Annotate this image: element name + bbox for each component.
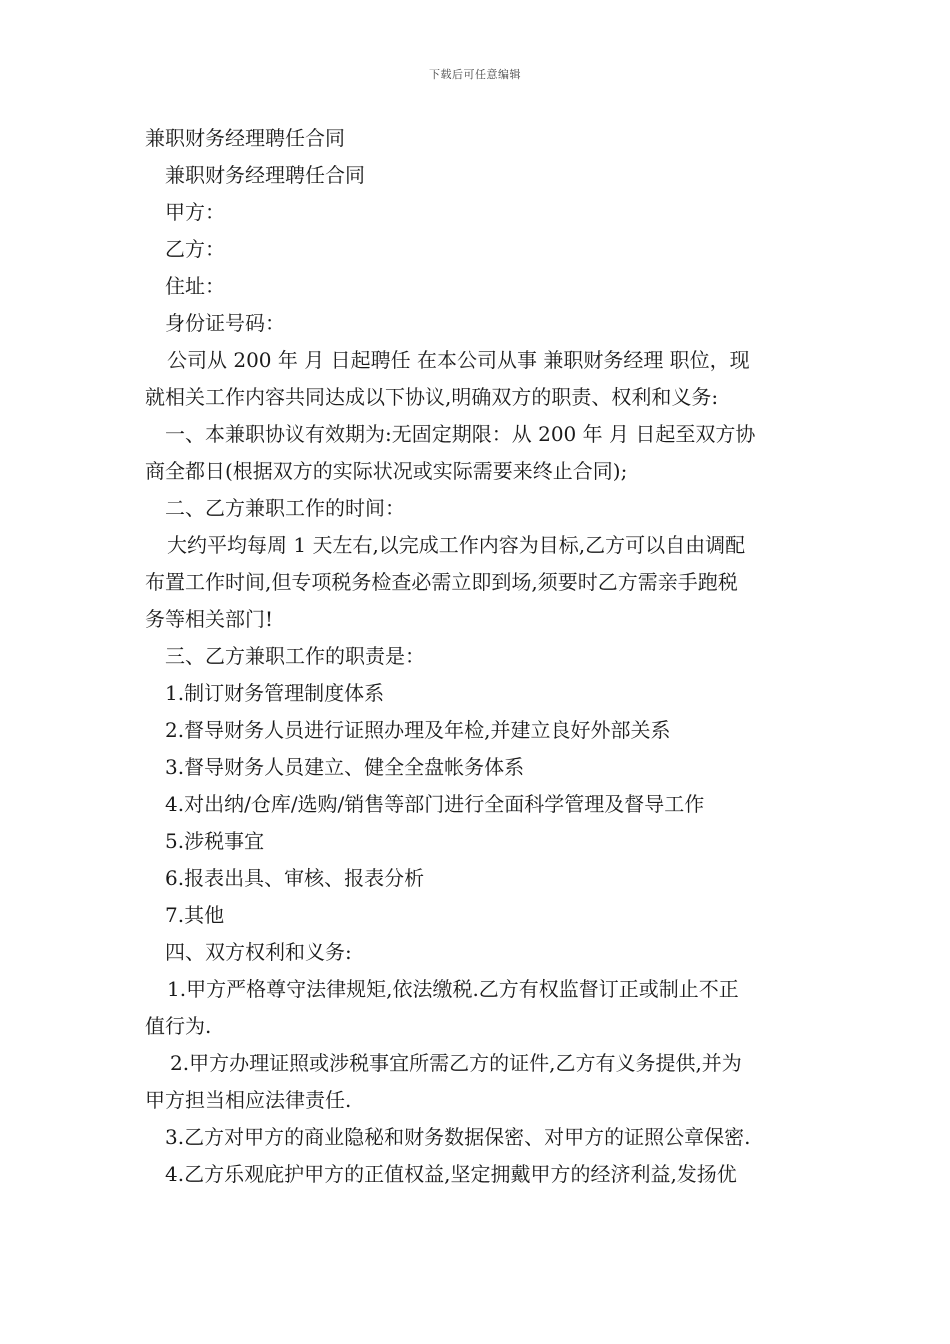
list-item: 7.其他 [165,903,225,927]
section-4-item-4: 4.乙方乐观庇护甲方的正值权益,坚定拥戴甲方的经济利益,发扬优 [165,1162,737,1186]
intro-paragraph-line-2: 就相关工作内容共同达成以下协议,明确双方的职责、权利和义务: [145,385,719,409]
document-title: 兼职财务经理聘任合同 [145,126,345,150]
party-b-field: 乙方： [165,237,225,261]
intro-paragraph-line-1: 公司从 200 年 月 日起聘任 在本公司从事 兼职财务经理 职位，现 [167,348,750,372]
document-subtitle: 兼职财务经理聘任合同 [165,163,365,187]
document-body [145,120,810,1193]
section-4-title: 四、双方权利和义务: [165,940,352,964]
section-4-item-2-line-2: 甲方担当相应法律责任. [145,1088,352,1112]
list-item: 4.对出纳/仓库/选购/销售等部门进行全面科学管理及督导工作 [165,792,705,816]
section-3-title: 三、乙方兼职工作的职责是： [165,644,425,668]
list-item: 2.督导财务人员进行证照办理及年检,并建立良好外部关系 [165,718,671,742]
section-4-item-2-line-1: 2.甲方办理证照或涉税事宜所需乙方的证件,乙方有义务提供,并为 [170,1051,742,1075]
list-item: 1.制订财务管理制度体系 [165,681,385,705]
section-1-line-1: 一、本兼职协议有效期为:无固定期限：从 200 年 月 日起至双方协 [165,422,756,446]
address-field: 住址： [165,274,225,298]
section-4-item-1-line-2: 值行为. [145,1014,212,1038]
section-4-item-3: 3.乙方对甲方的商业隐秘和财务数据保密、对甲方的证照公章保密. [165,1125,751,1149]
section-2-title: 二、乙方兼职工作的时间： [165,496,405,520]
list-item: 3.督导财务人员建立、健全全盘帐务体系 [165,755,525,779]
list-item: 5.涉税事宜 [165,829,265,853]
section-4-item-1-line-1: 1.甲方严格尊守法律规矩,依法缴税.乙方有权监督订正或制止不正 [167,977,739,1001]
party-a-field: 甲方： [165,200,225,224]
id-number-field: 身份证号码： [165,311,285,335]
section-2-line-3: 务等相关部门! [145,607,274,631]
list-item: 6.报表出具、审核、报表分析 [165,866,425,890]
section-2-line-2: 布置工作时间,但专项税务检查必需立即到场,须要时乙方需亲手跑税 [145,570,738,594]
page-header-note: 下载后可任意编辑 [429,68,521,81]
section-1-line-2: 商全都日(根据双方的实际状况或实际需要来终止合同); [145,459,628,483]
section-2-line-1: 大约平均每周 1 天左右,以完成工作内容为目标,乙方可以自由调配 [167,533,746,557]
